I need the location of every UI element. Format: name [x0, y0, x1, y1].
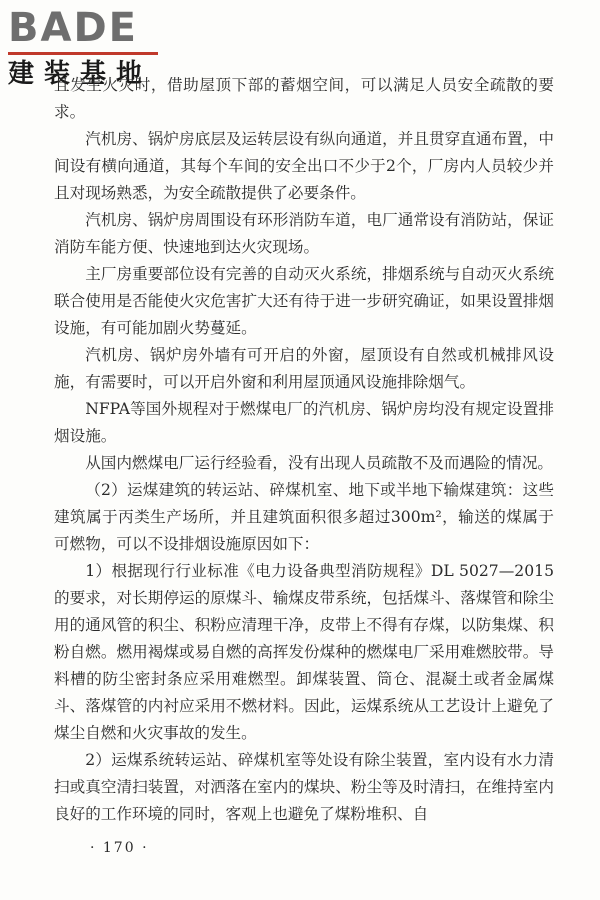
paragraph: 1）根据现行行业标准《电力设备典型消防规程》DL 5027—2015的要求，对长期停运的原煤斗、输煤皮带系统，包括煤斗、落煤管和除尘用的通风管的积尘、积粉应清理干净，皮带上不得有存煤，以防集煤、积粉自燃。燃用褐煤或易自燃的高挥发份煤种的燃煤电厂采用难燃胶带。导料槽的防尘密封条应采用难燃型。卸煤装置、筒仓、混凝土或者金属煤斗、落煤管的内衬应采用不燃材料。因此，运煤系统从工艺设计上避免了煤尘自燃和火灾事故的发生。: [54, 562, 554, 742]
paragraph: 汽机房、锅炉房周围设有环形消防车道，电厂通常设有消防站，保证消防车能方便、快速地到达火灾现场。: [54, 211, 554, 256]
page-number: · 170 ·: [90, 840, 149, 856]
paragraph: 且发生火灾时，借助屋顶下部的蓄烟空间，可以满足人员安全疏散的要求。: [54, 76, 554, 121]
paragraph: 从国内燃煤电厂运行经验看，没有出现人员疏散不及而遇险的情况。: [85, 454, 554, 472]
paragraph: 汽机房、锅炉房外墙有可开启的外窗，屋顶设有自然或机械排风设施，有需要时，可以开启外窗和利用屋顶通风设施排除烟气。: [54, 346, 554, 391]
watermark-underline: [8, 52, 158, 55]
paragraph: 2）运煤系统转运站、碎煤机室等处设有除尘装置，室内设有水力清扫或真空清扫装置，对洒落在室内的煤块、粉尘等及时清扫，在维持室内良好的工作环境的同时，客观上也避免了煤粉堆积、自: [54, 751, 554, 823]
watermark-subtitle: 建装基地: [8, 59, 153, 89]
body-text: [54, 72, 554, 828]
paragraph: 主厂房重要部位设有完善的自动灭火系统，排烟系统与自动灭火系统联合使用是否能使火灾危害扩大还有待于进一步研究确证，如果设置排烟设施，有可能加剧火势蔓延。: [54, 265, 554, 337]
paragraph: 汽机房、锅炉房底层及运转层设有纵向通道，并且贯穿直通布置，中间设有横向通道，其每个车间的安全出口不少于2个，厂房内人员较少并且对现场熟悉，为安全疏散提供了必要条件。: [54, 130, 554, 202]
watermark-brand: BADE: [8, 5, 138, 51]
paragraph: NFPA等国外规程对于燃煤电厂的汽机房、锅炉房均没有规定设置排烟设施。: [54, 400, 554, 445]
paragraph: （2）运煤建筑的转运站、碎煤机室、地下或半地下输煤建筑：这些建筑属于丙类生产场所，并且建筑面积很多超过300m²，输送的煤属于可燃物，可以不设排烟设施原因如下：: [54, 481, 554, 553]
